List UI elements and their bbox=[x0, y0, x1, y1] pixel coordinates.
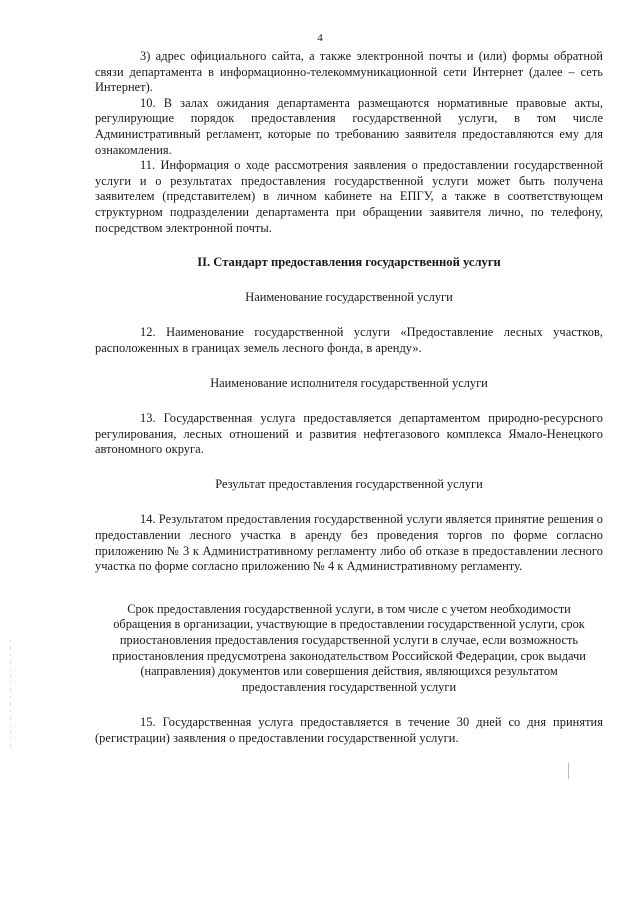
paragraph-10: 10. В залах ожидания департамента размещаются нормативные правовые акты, регулирующие порядок предоставления государственной услуги, в том числе Административный регламент, которые по требованию заявителя предоставляются ему для ознакомления. bbox=[95, 95, 603, 157]
subheading-service-executor: Наименование исполнителя государственной услуги bbox=[210, 375, 488, 390]
subheading-service-result: Результат предоставления государственной услуги bbox=[215, 476, 483, 491]
page-number: 4 bbox=[317, 32, 323, 44]
paragraph-item-3: 3) адрес официального сайта, а также электронной почты и (или) формы обратной связи департамента в информационно-телекоммуникационной сети Интернет (далее – сеть Интернет). bbox=[95, 49, 603, 95]
subheading-service-term: Срок предоставления государственной услуги, в том числе с учетом необходимости обращения в организации, участвующие в предоставлении государственной услуги, срок приостановления предоставления государственной услуги в случае, если возможность приостановления предусмотрена законодательством Российской Федерации, срок выдачи (направления) документов или совершения действия, являющихся результатом предоставления государственной услуги bbox=[112, 601, 586, 694]
document-body bbox=[95, 49, 603, 747]
scan-artifact bbox=[568, 763, 569, 779]
paragraph-13: 13. Государственная услуга предоставляется департаментом природно-ресурсного регулирования, лесных отношений и развития нефтегазового комплекса Ямало-Ненецкого автономного округа. bbox=[95, 411, 603, 457]
paragraph-11: 11. Информация о ходе рассмотрения заявления о предоставлении государственной услуги и о результатах предоставления государственной услуги может быть получена заявителем (представителем) в личном кабинете на ЕПГУ, а также в соответствующем структурном подразделении департамента при обращении заявителя лично, по телефону, посредством электронной почты. bbox=[95, 158, 603, 235]
paragraph-14: 14. Результатом предоставления государственной услуги является принятие решения о предоставлении лесного участка в аренду без проведения торгов по форме согласно приложению № 3 к Административному регламенту либо об отказе в предоставлении лесного участка по форме согласно приложению № 4 к Административному регламенту. bbox=[95, 512, 603, 574]
paragraph-15: 15. Государственная услуга предоставляется в течение 30 дней со дня принятия (регистрации) заявления о предоставлении государственной услуги. bbox=[95, 715, 603, 745]
section-title: II. Стандарт предоставления государственной услуги bbox=[197, 255, 501, 270]
subheading-service-name: Наименование государственной услуги bbox=[245, 289, 453, 304]
margin-scan-dots bbox=[10, 640, 11, 750]
paragraph-12: 12. Наименование государственной услуги «Предоставление лесных участков, расположенных в границах земель лесного фонда, в аренду». bbox=[95, 325, 603, 355]
